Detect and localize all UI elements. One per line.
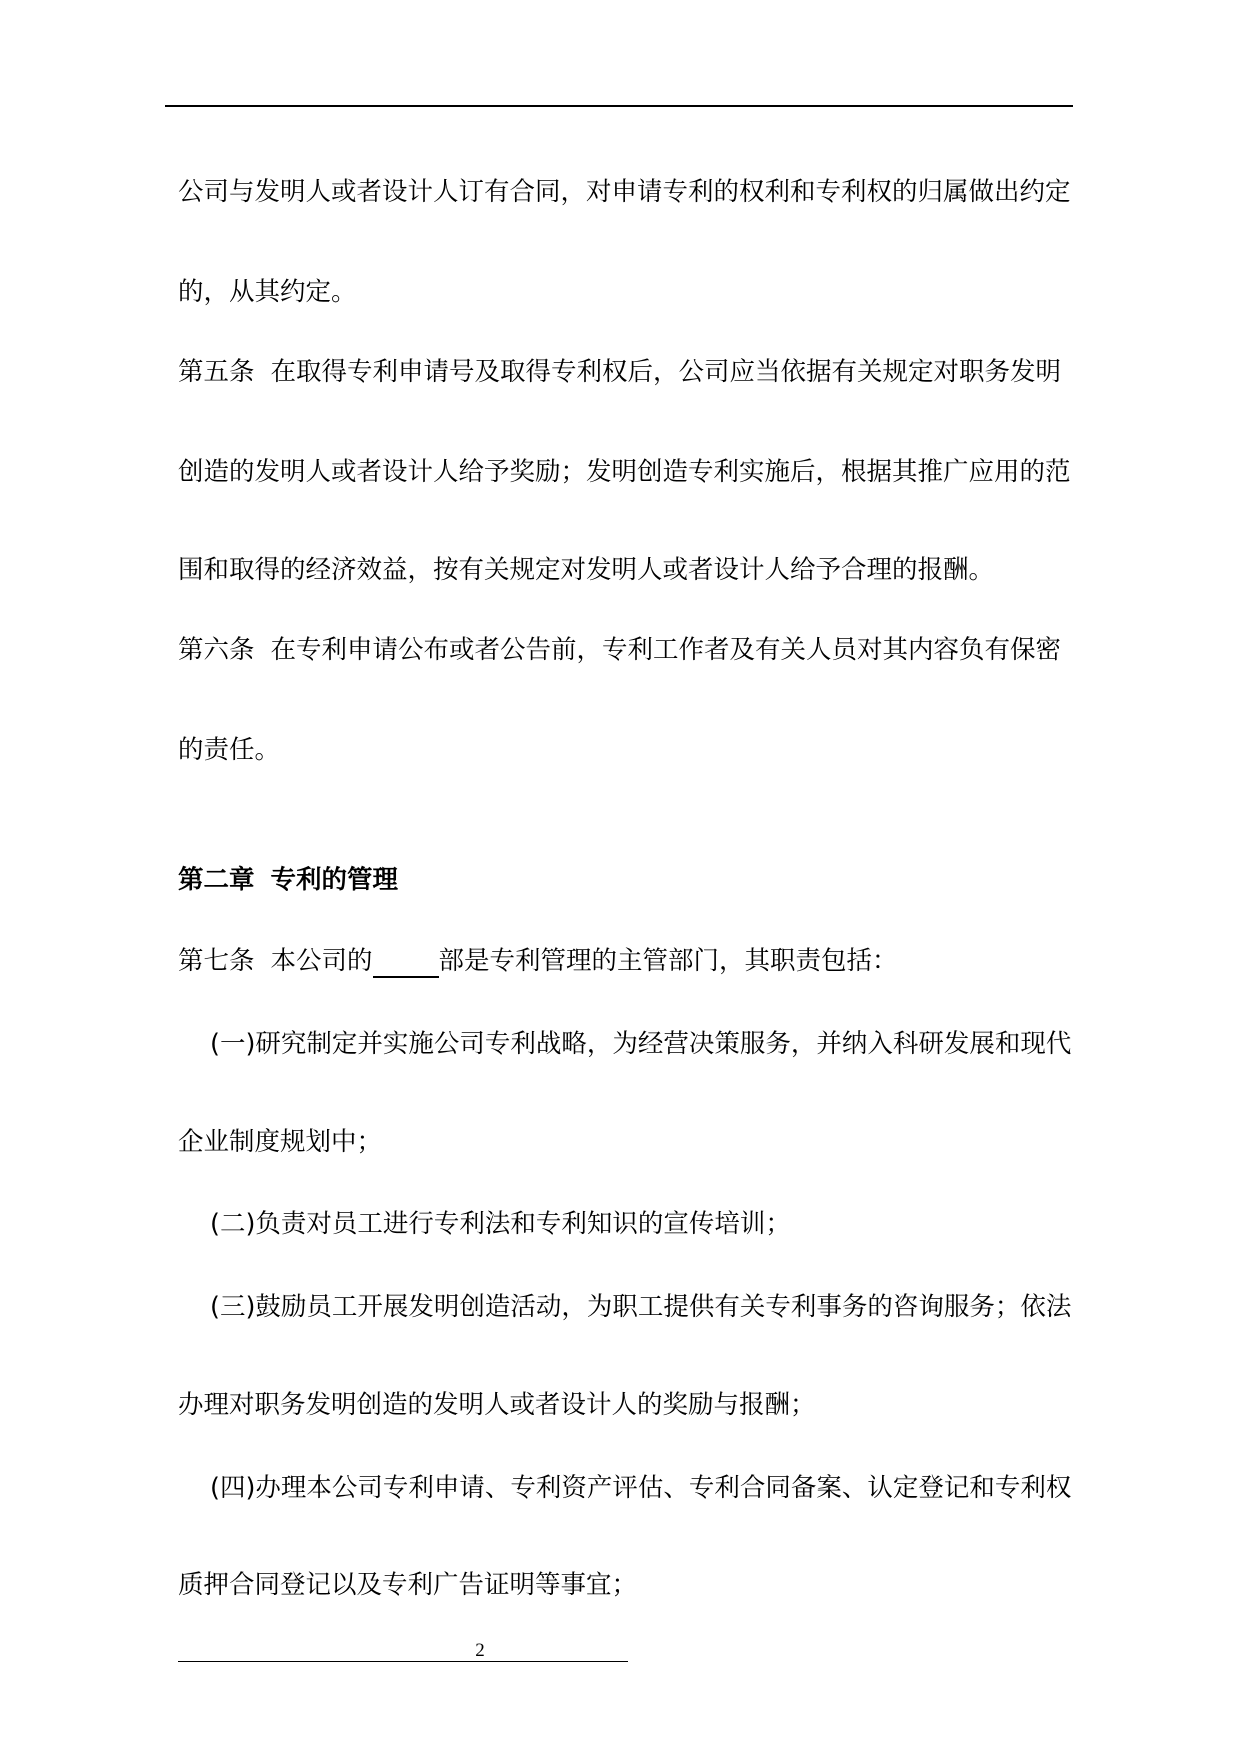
chapter-label: 第二章: [178, 865, 255, 895]
article-text: 本公司的: [270, 946, 373, 976]
body-text-line: [178, 455, 1071, 489]
list-item-2: [210, 1207, 791, 1241]
article-text: 在专利申请公布或者公告前，专利工作者及有关人员对其内容负有保密: [270, 635, 1062, 665]
article-6-line: [178, 633, 1061, 667]
body-text-line: [178, 553, 994, 587]
text: 围和取得的经济效益，按有关规定对发明人或者设计人给予合理的报酬。: [178, 555, 995, 585]
article-5-line: [178, 355, 1061, 389]
article-text: 在取得专利申请号及取得专利权后，公司应当依据有关规定对职务发明: [270, 357, 1062, 387]
article-label: 第五条: [178, 357, 255, 387]
header-rule: [165, 105, 1073, 107]
body-text-line: [178, 733, 280, 767]
text: 质押合同登记以及专利广告证明等事宜；: [178, 1570, 638, 1600]
fill-in-blank: [373, 948, 439, 978]
list-item-1: [210, 1027, 1071, 1061]
article-7-line: [178, 944, 898, 978]
text: (一)研究制定并实施公司专利战略，为经营决策服务，并纳入科研发展和现代: [210, 1029, 1072, 1059]
text: (三)鼓励员工开展发明创造活动，为职工提供有关专利事务的咨询服务；依法: [210, 1292, 1072, 1322]
article-text: 部是专利管理的主管部门，其职责包括：: [438, 946, 898, 976]
chapter-title: 专利的管理: [270, 865, 399, 895]
text: (二)负责对员工进行专利法和专利知识的宣传培训；: [210, 1209, 791, 1239]
list-item-4: [210, 1471, 1071, 1505]
text: 企业制度规划中；: [178, 1127, 383, 1157]
text: (四)办理本公司专利申请、专利资产评估、专利合同备案、认定登记和专利权: [210, 1473, 1072, 1503]
text: 的，从其约定。: [178, 277, 357, 307]
article-label: 第七条: [178, 946, 255, 976]
text: 公司与发明人或者设计人订有合同，对申请专利的权利和专利权的归属做出约定: [178, 177, 1071, 207]
list-item-3-continuation: [178, 1388, 816, 1422]
text: 办理对职务发明创造的发明人或者设计人的奖励与报酬；: [178, 1390, 816, 1420]
body-text-line: [178, 175, 1071, 209]
page-number: 2: [475, 1640, 485, 1661]
list-item-1-continuation: [178, 1125, 382, 1159]
footer-rule: [178, 1661, 628, 1662]
list-item-3: [210, 1290, 1071, 1324]
body-text-line: [178, 275, 357, 309]
chapter-heading: [178, 863, 398, 897]
text: 的责任。: [178, 735, 281, 765]
article-label: 第六条: [178, 635, 255, 665]
text: 创造的发明人或者设计人给予奖励；发明创造专利实施后，根据其推广应用的范: [178, 457, 1071, 487]
list-item-4-continuation: [178, 1568, 637, 1602]
